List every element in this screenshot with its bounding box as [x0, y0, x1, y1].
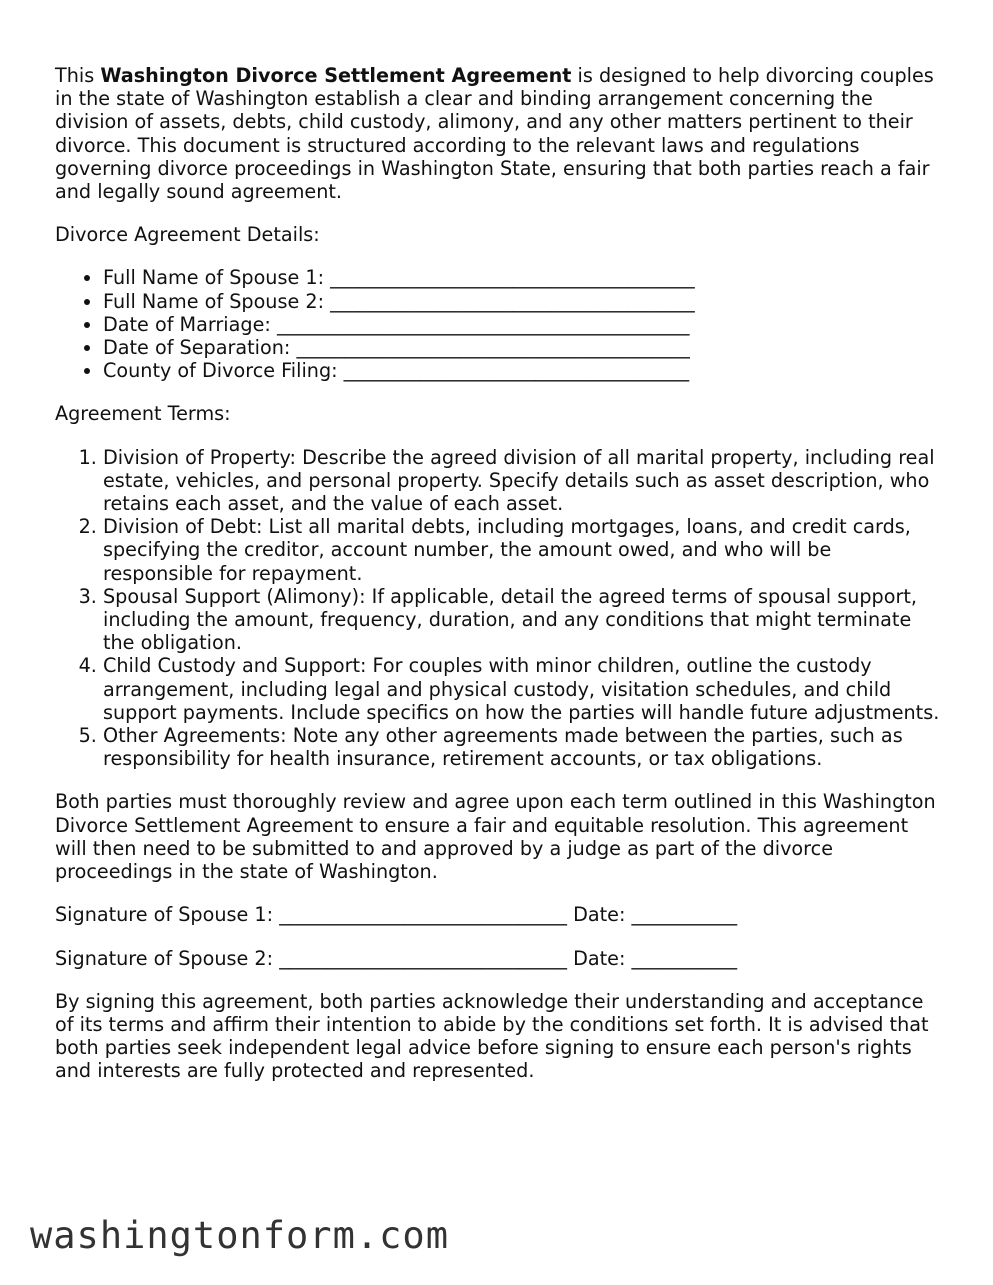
- detail-spouse2-name: • Full Name of Spouse 2: ______________________________________: [103, 290, 945, 313]
- review-paragraph: Both parties must thoroughly review and agree upon each term outlined in this Washington Divorce Settlement Agreement to ensure a fair and equitable resolution. This agreement will then need to be submitted to and approved by a judge as part of the divorce proceedings in the state of Washington.: [55, 790, 936, 884]
- signature-line-spouse1: Signature of Spouse 1: ______________________________ Date: ___________: [55, 903, 738, 927]
- details-heading: Divorce Agreement Details:: [55, 223, 320, 247]
- term-division-of-debt: 2. Division of Debt: List all marital debts, including mortgages, loans, and credit cards, specifying the creditor, account number, the amount owed, and who will be responsible for repayment.: [103, 515, 945, 585]
- detail-date-of-separation: • Date of Separation: _________________________________________: [103, 336, 945, 359]
- detail-county-of-filing: • County of Divorce Filing: ____________________________________: [103, 359, 945, 382]
- document-page: [55, 64, 945, 1083]
- intro-prefix: This: [55, 64, 101, 87]
- signature-line-spouse2: Signature of Spouse 2: ______________________________ Date: ___________: [55, 946, 738, 970]
- details-list: [55, 266, 945, 382]
- term-division-of-property: 1. Division of Property: Describe the agreed division of all marital property, including real estate, vehicles, and personal property. Specify details such as asset description, who retains each asset, and the value of each asset.: [103, 446, 945, 516]
- intro-paragraph: [55, 64, 945, 203]
- term-other-agreements: 5. Other Agreements: Note any other agreements made between the parties, such as responsibility for health insurance, retirement accounts, or tax obligations.: [103, 724, 945, 770]
- document-title: Washington Divorce Settlement Agreement: [100, 64, 572, 87]
- intro-text: is designed to help divorcing couples in the state of Washington establish a clear and binding arrangement concerning the division of assets, debts, child custody, alimony, and any other matters pertinent to their divorce. This document is structured according to the relevant laws and regulations governing divorce proceedings in Washington State, ensuring that both parties reach a fair and legally sound agreement.: [55, 64, 934, 204]
- site-watermark: washingtonform.com: [30, 1214, 449, 1257]
- terms-list: [55, 446, 945, 771]
- detail-date-of-marriage: • Date of Marriage: ___________________________________________: [103, 313, 945, 336]
- closing-paragraph: By signing this agreement, both parties acknowledge their understanding and acceptance of its terms and affirm their intention to abide by the conditions set forth. It is advised that both parties seek independent legal advice before signing to ensure each person's rights and interests are fully protected and represented.: [55, 989, 929, 1083]
- term-child-custody: 4. Child Custody and Support: For couples with minor children, outline the custody arrangement, including legal and physical custody, visitation schedules, and child support payments. Include specifics on how the parties will handle future adjustments.: [103, 654, 945, 724]
- detail-spouse1-name: • Full Name of Spouse 1: ______________________________________: [103, 266, 945, 289]
- term-spousal-support: 3. Spousal Support (Alimony): If applicable, detail the agreed terms of spousal support, including the amount, frequency, duration, and any conditions that might terminate the obligation.: [103, 585, 945, 655]
- terms-heading: Agreement Terms:: [55, 402, 231, 426]
